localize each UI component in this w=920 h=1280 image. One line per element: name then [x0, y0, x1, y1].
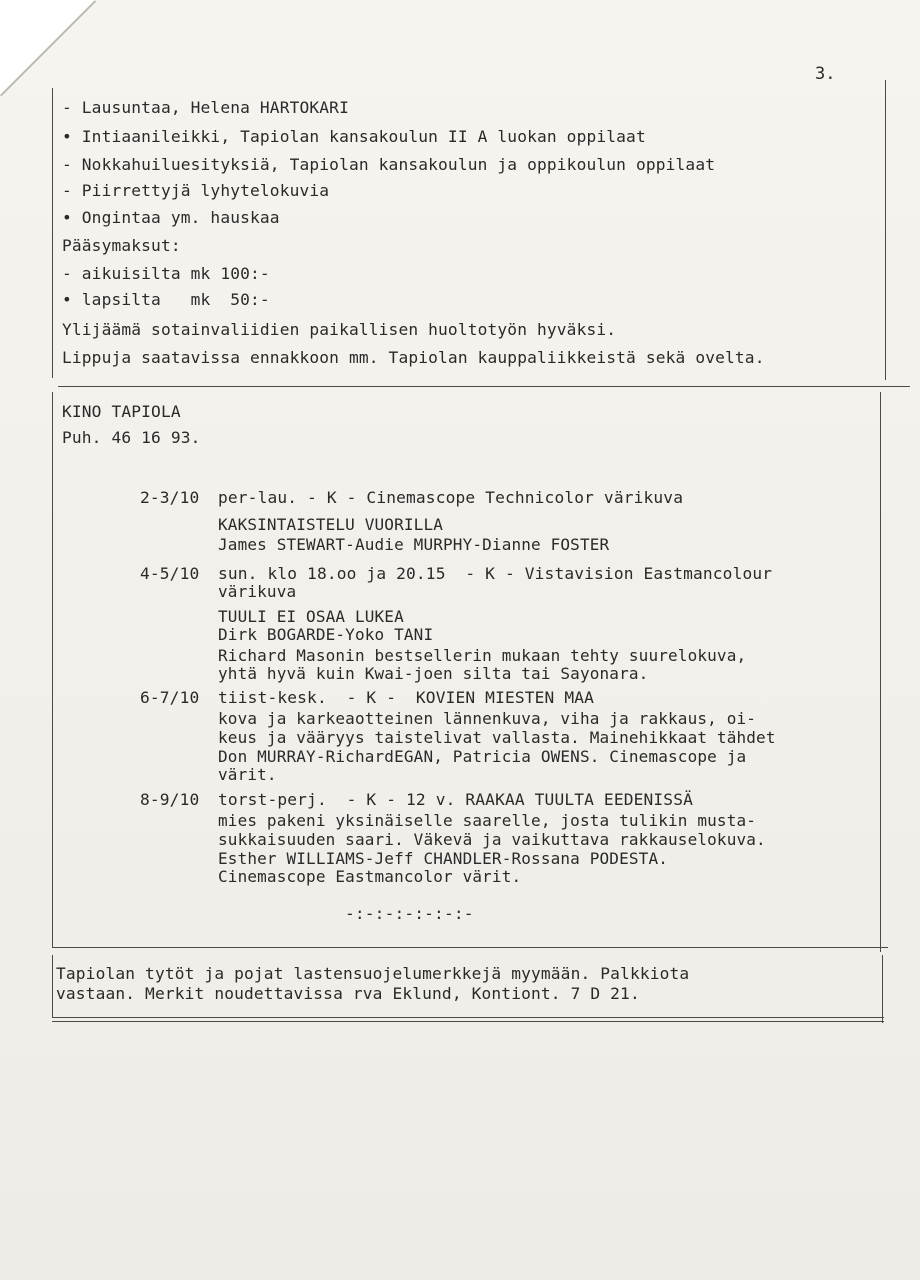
listing-date: 8-9/10	[140, 790, 200, 809]
listing-line: mies pakeni yksinäiselle saarelle, josta tulikin musta-	[218, 811, 757, 830]
listing-line: yhtä hyvä kuin Kwai-joen silta tai Sayonara.	[218, 664, 649, 683]
listing-date: 4-5/10	[140, 564, 200, 583]
admission-children: • lapsilta mk 50:-	[62, 290, 270, 309]
frame-right-line-bottom	[882, 955, 883, 1023]
admission-heading: Pääsymaksut:	[62, 236, 181, 255]
divider-line-1	[58, 386, 910, 387]
listing-line: James STEWART-Audie MURPHY-Dianne FOSTER	[218, 535, 610, 554]
divider-line-2	[52, 947, 888, 948]
surplus-note: Ylijäämä sotainvaliidien paikallisen huoltotyön hyväksi.	[62, 320, 617, 339]
listing-line: sun. klo 18.oo ja 20.15 - K - Vistavision Eastmancolour	[218, 564, 773, 583]
listing-line: Richard Masonin bestsellerin mukaan tehty suurelokuva,	[218, 646, 747, 665]
listing-date: 6-7/10	[140, 688, 200, 707]
cinema-phone: Puh. 46 16 93.	[62, 428, 201, 447]
program-item: • Intiaanileikki, Tapiolan kansakoulun II A luokan oppilaat	[62, 127, 646, 146]
listing-line: värikuva	[218, 582, 297, 601]
divider-line-4	[52, 1021, 884, 1022]
notice-line: vastaan. Merkit noudettavissa rva Eklund, Kontiont. 7 D 21.	[56, 984, 640, 1003]
program-item: - Nokkahuiluesityksiä, Tapiolan kansakoulun ja oppikoulun oppilaat	[62, 155, 716, 174]
listing-line: torst-perj. - K - 12 v. RAAKAA TUULTA EEDENISSÄ	[218, 790, 693, 809]
listing-line: Don MURRAY-RichardEGAN, Patricia OWENS. Cinemascope ja	[218, 747, 747, 766]
listing-line: KAKSINTAISTELU VUORILLA	[218, 515, 444, 534]
listing-line: Dirk BOGARDE-Yoko TANI	[218, 625, 434, 644]
listing-line: värit.	[218, 765, 277, 784]
program-item: - Piirrettyjä lyhytelokuvia	[62, 181, 330, 200]
listing-line: Cinemascope Eastmancolor värit.	[218, 867, 522, 886]
program-item: • Ongintaa ym. hauskaa	[62, 208, 280, 227]
listing-line: per-lau. - K - Cinemascope Technicolor värikuva	[218, 488, 684, 507]
cinema-name: KINO TAPIOLA	[62, 402, 181, 421]
listing-line: kova ja karkeaotteinen lännenkuva, viha ja rakkaus, oi-	[218, 709, 757, 728]
frame-right-line-top	[885, 80, 886, 380]
frame-left-line-bottom	[52, 955, 53, 1017]
listing-line: TUULI EI OSAA LUKEA	[218, 607, 404, 626]
page-number: 3.	[815, 64, 836, 84]
frame-left-line-top	[52, 88, 53, 378]
listing-separator: -:-:-:-:-:-:-	[345, 904, 474, 923]
listing-line: sukkaisuuden saari. Väkevä ja vaikuttava rakkauselokuva.	[218, 830, 766, 849]
tickets-note: Lippuja saatavissa ennakkoon mm. Tapiolan kauppaliikkeistä sekä ovelta.	[62, 348, 765, 367]
admission-adults: - aikuisilta mk 100:-	[62, 264, 270, 283]
divider-line-3	[52, 1017, 884, 1018]
frame-right-line-middle	[880, 392, 881, 952]
listing-line: Esther WILLIAMS-Jeff CHANDLER-Rossana PODESTA.	[218, 849, 669, 868]
notice-line: Tapiolan tytöt ja pojat lastensuojelumerkkejä myymään. Palkkiota	[56, 964, 690, 983]
listing-date: 2-3/10	[140, 488, 200, 507]
program-item: - Lausuntaa, Helena HARTOKARI	[62, 98, 349, 117]
frame-left-line-middle	[52, 392, 53, 947]
listing-line: tiist-kesk. - K - KOVIEN MIESTEN MAA	[218, 688, 595, 707]
listing-line: keus ja vääryys taistelivat vallasta. Mainehikkaat tähdet	[218, 728, 776, 747]
